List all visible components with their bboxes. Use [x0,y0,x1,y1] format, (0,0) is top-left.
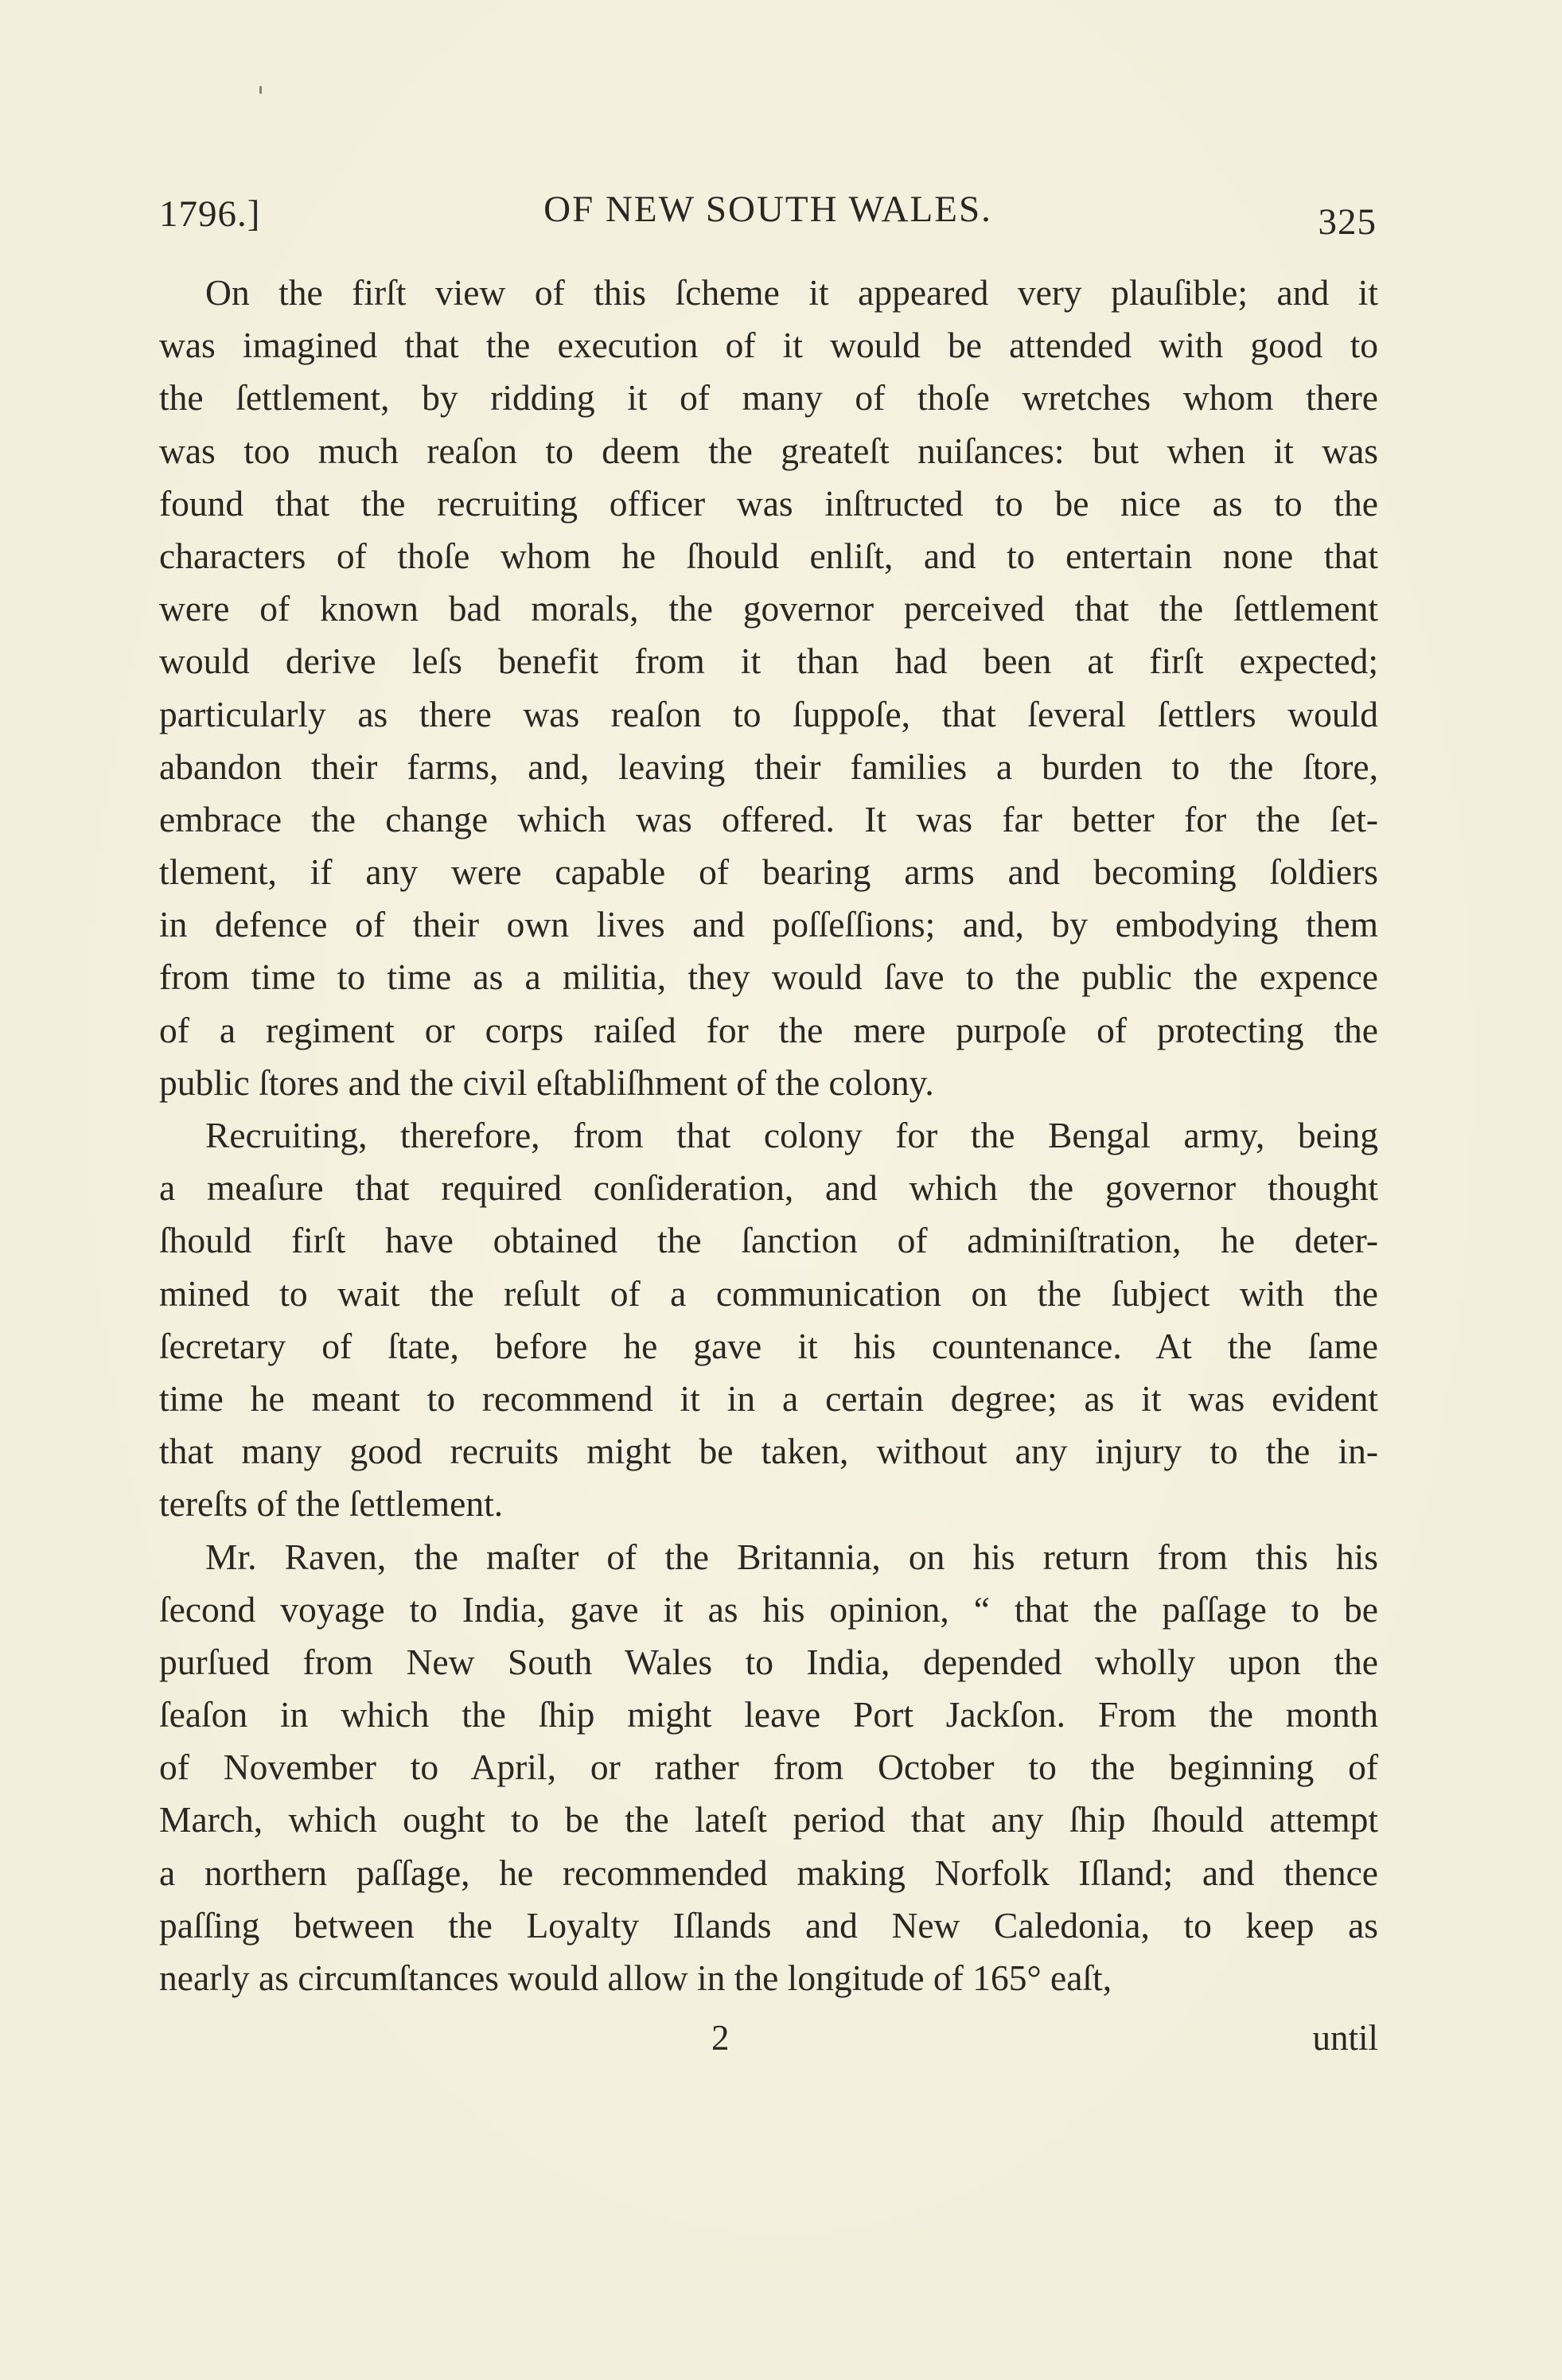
text-line: the ſettlement, by ridding it of many of thoſe wretches whom there [159,377,1378,419]
body-text [159,267,1378,2004]
paragraph [159,267,1378,1109]
text-line: characters of thoſe whom he ſhould enliſt, and to entertain none that [159,535,1378,576]
running-head-year: 1796.] [159,193,261,235]
text-line: ſecond voyage to India, gave it as his opinion, “ that the paſſage to be [159,1588,1378,1630]
paragraph [159,1109,1378,1531]
text-line: paſſing between the Loyalty Iſlands and New Caledonia, to keep as [159,1904,1378,1946]
text-line: Recruiting, therefore, from that colony for the Bengal army, being [205,1115,1378,1155]
text-line: ſecretary of ſtate, before he gave it his countenance. At the ſame [159,1325,1378,1366]
paragraph [159,1531,1378,2005]
running-head-title: OF NEW SOUTH WALES. [543,189,992,230]
text-line: was imagined that the execution of it would be attended with good to [159,325,1378,366]
text-line: a northern paſſage, he recommended making Norfolk Iſland; and thence [159,1852,1378,1893]
text-line: time he meant to recommend it in a certain degree; as it was evident [159,1377,1378,1419]
text-line: purſued from New South Wales to India, depended wholly upon the [159,1641,1378,1682]
text-line: public ſtores and the civil eſtabliſhment of the colony. [159,1061,934,1103]
text-line: nearly as circumſtances would allow in the longitude of 165° eaſt, [159,1957,1112,1998]
page-number: 325 [1318,201,1377,243]
text-line: found that the recruiting officer was inſtructed to be nice as to the [159,482,1378,524]
text-line: of November to April, or rather from October to the beginning of [159,1747,1378,1788]
text-line: mined to wait the reſult of a communication on the ſubject with the [159,1272,1378,1314]
text-line: were of known bad morals, the governor perceived that the ſettlement [159,588,1378,629]
text-line: embrace the change which was offered. It was far better for the ſet- [159,798,1378,839]
text-line: in defence of their own lives and poſſeſſions; and, by embodying them [159,904,1378,945]
ink-speck [259,86,262,94]
text-line: March, which ought to be the lateſt period that any ſhip ſhould attempt [159,1799,1378,1841]
text-line: On the firſt view of this ſcheme it appeared very plauſible; and it [205,272,1378,313]
text-line: was too much reaſon to deem the greateſt nuiſances: but when it was [159,430,1378,471]
running-head [159,181,1377,243]
text-line: that many good recruits might be taken, without any injury to the in- [159,1431,1378,1472]
text-line: would derive leſs benefit from it than had been at firſt expected; [159,641,1378,682]
text-line: tlement, if any were capable of bearing arms and becoming ſoldiers [159,851,1378,893]
text-line: particularly as there was reaſon to ſuppoſe, that ſeveral ſettlers would [159,693,1378,734]
text-line: ſhould firſt have obtained the ſanction of adminiſtration, he deter- [159,1220,1378,1261]
text-line: ſeaſon in which the ſhip might leave Port Jackſon. From the month [159,1694,1378,1735]
text-line: a meaſure that required conſideration, and which the governor thought [159,1167,1378,1209]
text-line: tereſts of the ſettlement. [159,1483,504,1525]
text-line: abandon their farms, and, leaving their families a burden to the ſtore, [159,746,1378,787]
catchword: until [1312,2018,1378,2058]
text-line: from time to time as a militia, they would ſave to the public the expence [159,956,1378,998]
signature-mark: 2 [711,2018,730,2058]
text-line: of a regiment or corps raiſed for the mere purpoſe of protecting the [159,1009,1378,1050]
text-line: Mr. Raven, the maſter of the Britannia, on his return from this his [205,1536,1378,1577]
page-footer [159,2017,1378,2065]
